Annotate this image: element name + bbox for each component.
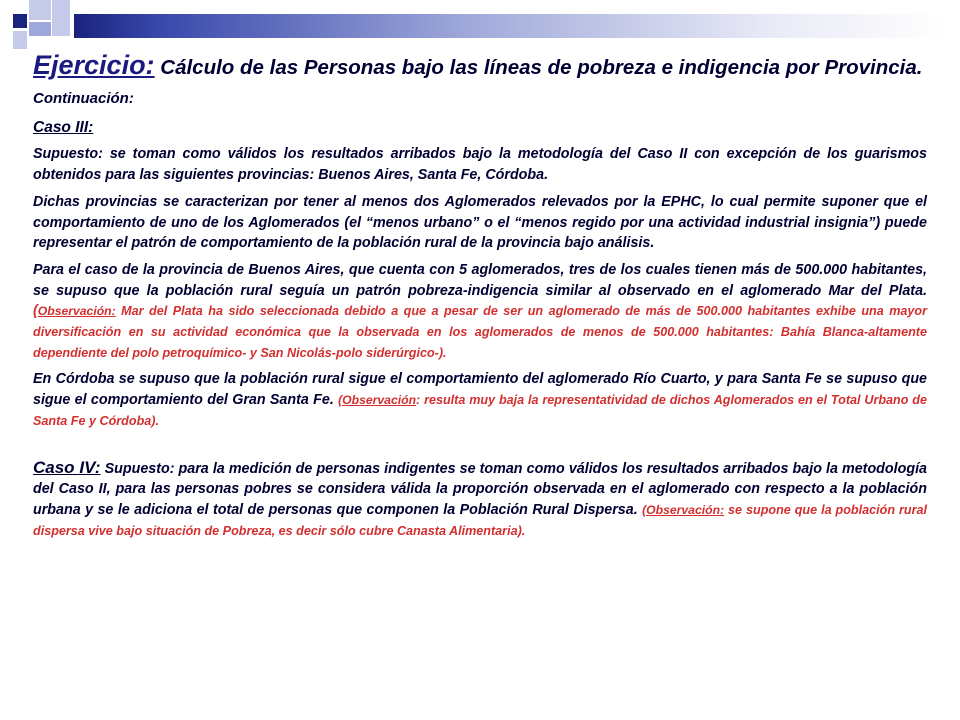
caso4-main-text: Supuesto: para la medición de personas indigentes se toman como válidos los resultados arribados bajo la metodología del Caso II, para las personas pobres se considera válida la proporción observada en el aglomerado con respecto a la población urbana y se le adiciona el total de personas que componen la Población Rural Dispersa. [33,460,927,518]
caso3-paragraph-2: Dichas provincias se caracterizan por tener al menos dos Aglomerados relevados por la EPHC, lo cual permite suponer que el comportamiento de uno de los Aglomerados (el “menos urbano” o el “menos regido por una actividad industrial insignia”) puede representar el patrón de comportamiento de la población rural de la provincia bajo análisis. [33,193,927,252]
caso3-paragraph-4 [33,369,927,431]
decor-square-mid [29,22,51,36]
p3-observation-text: Mar del Plata ha sido seleccionada debido a que a pesar de ser un aglomerado de más de 500.000 habitantes exhibe una mayor diversificación en su actividad económica que la observada en los aglomerados de menos de 500.000 habitantes: Bahía Blanca-altamente dependiente del polo petroquímico- y San Nicolás-polo siderúrgico-). [33,304,927,360]
p4-observation-text: : resulta muy baja la representatividad de dichos Aglomerados en el Total Urbano de Santa Fe y Córdoba). [33,393,927,428]
slide-title [33,52,927,81]
p4-main-text: En Córdoba se supuso que la población rural sigue el comportamiento del aglomerado Río Cuarto, y para Santa Fe se supuso que sigue el comportamiento del Gran Santa Fe. [33,371,927,409]
caso3-paragraph-1: Supuesto: se toman como válidos los resultados arribados bajo la metodología del Caso II con excepción de los guarismos obtenidos para las siguientes provincias: Buenos Aires, Santa Fe, Córdoba. [33,146,927,184]
p3-observation-label: Observación: [37,304,116,319]
header-gradient-bar [74,14,944,38]
slide-content [33,52,927,541]
caso4-observation-text: se supone que la población rural dispersa vive bajo situación de Pobreza, es decir sólo cubre Canasta Alimentaria). [33,502,927,538]
decor-square-dark [13,14,27,28]
decor-square-light [52,0,70,36]
caso4-heading: Caso IV: [33,457,101,477]
continuation-label: Continuación: [33,90,134,107]
decor-square-light [29,0,51,20]
caso3-heading: Caso III: [33,118,94,136]
p3-main-text: Para el caso de la provincia de Buenos Aires, que cuenta con 5 aglomerados, tres de los cuales tienen más de 500.000 habitantes, se supuso que la población rural seguía un patrón pobreza-indigencia similar al observado en el aglomerado Mar del Plata. [33,261,927,299]
caso4-observation-label: (Observación: [642,502,725,517]
title-rest: Cálculo de las Personas bajo las líneas de pobreza e indigencia por Provincia. [160,56,923,79]
title-word: Ejercicio: [33,50,155,80]
p4-observation-label: (Observación [338,393,417,408]
caso4-paragraph [33,458,927,542]
p3-open-paren: ( [33,303,38,320]
decor-square-light [13,31,27,49]
caso3-paragraph-3 [33,260,927,364]
